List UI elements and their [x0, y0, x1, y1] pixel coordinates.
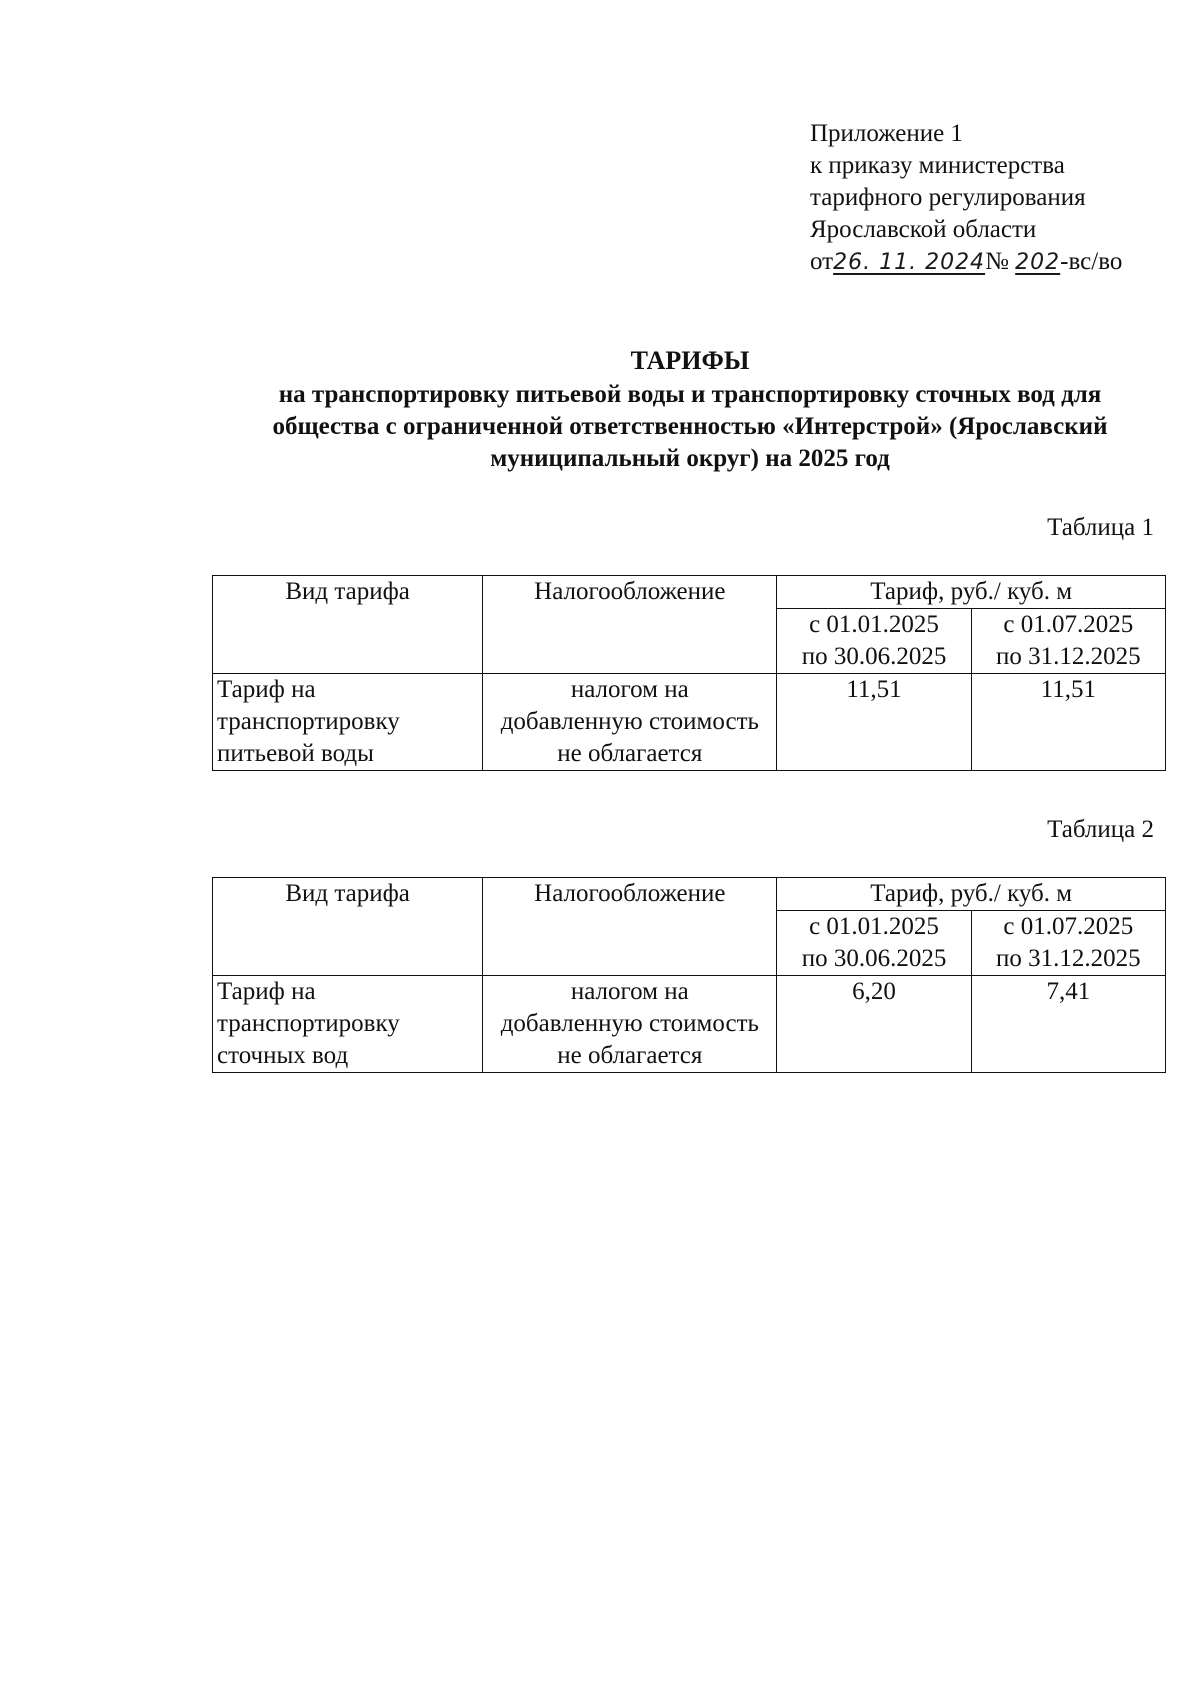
order-number: 202 [1015, 250, 1061, 275]
approval-line-4: Ярославской области [810, 216, 1037, 243]
order-prefix: от [810, 248, 834, 275]
order-number-prefix: № [985, 248, 1009, 275]
header-period-2: с 01.07.2025 по 31.12.2025 [971, 609, 1165, 674]
table-1-label: Таблица 1 [1047, 514, 1154, 541]
header-period-1: с 01.01.2025 по 30.06.2025 [777, 609, 971, 674]
table-header-row [213, 878, 1166, 911]
tariff-table-2 [212, 877, 1166, 1073]
header-tariff-type: Вид тарифа [213, 576, 483, 674]
header-taxation: Налогообложение [483, 576, 777, 674]
approval-block [810, 118, 1122, 279]
cell-taxation: налогом на добавленную стоимость не облагается [483, 674, 777, 771]
table-row [213, 976, 1166, 1073]
title-main: ТАРИФЫ [630, 346, 750, 375]
header-tariff-rate: Тариф, руб./ куб. м [777, 878, 1166, 911]
approval-line-1: Приложение 1 [810, 120, 963, 147]
approval-line-2: к приказу министерства [810, 152, 1065, 179]
tariff-table-1 [212, 575, 1166, 771]
header-period-1: с 01.01.2025 по 30.06.2025 [777, 911, 971, 976]
order-suffix: -вс/во [1060, 248, 1123, 275]
header-taxation: Налогообложение [483, 878, 777, 976]
table-2-label: Таблица 2 [1047, 816, 1154, 843]
cell-value-period-2: 11,51 [971, 674, 1165, 771]
cell-tariff-type: Тариф на транспортировку сточных вод [213, 976, 483, 1073]
header-tariff-type: Вид тарифа [213, 878, 483, 976]
cell-taxation: налогом на добавленную стоимость не облагается [483, 976, 777, 1073]
cell-value-period-1: 6,20 [777, 976, 971, 1073]
header-period-2: с 01.07.2025 по 31.12.2025 [971, 911, 1165, 976]
approval-line-3: тарифного регулирования [810, 184, 1086, 211]
document-title [200, 345, 1180, 475]
cell-tariff-type: Тариф на транспортировку питьевой воды [213, 674, 483, 771]
table-header-row [213, 576, 1166, 609]
order-date: 26. 11. 2024 [833, 250, 986, 275]
title-line-1: на транспортировку питьевой воды и транспортировку сточных вод для [278, 381, 1102, 408]
header-tariff-rate: Тариф, руб./ куб. м [777, 576, 1166, 609]
approval-order-line [810, 246, 1122, 279]
title-line-2: общества с ограниченной ответственностью «Интерстрой» (Ярославский [272, 413, 1108, 440]
table-row [213, 674, 1166, 771]
cell-value-period-1: 11,51 [777, 674, 971, 771]
cell-value-period-2: 7,41 [971, 976, 1165, 1073]
title-line-3: муниципальный округ) на 2025 год [490, 445, 890, 472]
